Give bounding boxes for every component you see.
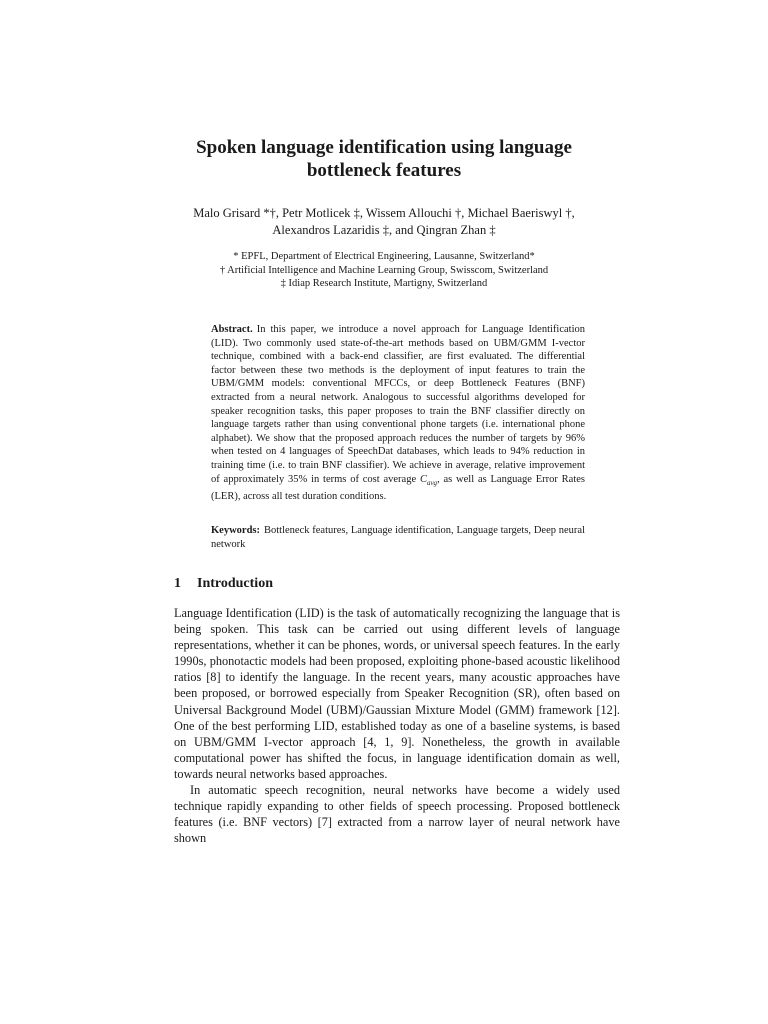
cavg-base: C [419,473,427,485]
section-heading-introduction [174,575,273,593]
abstract-text-end: , as well as Language Error Rates (LER), across all test duration conditions. [211,473,586,503]
abstract-label: Abstract. [211,324,253,335]
cavg-subscript: avg [426,478,438,487]
paper-title [150,136,618,182]
section-number: 1 [174,576,181,591]
paper-title-line-2: bottleneck features [306,160,462,181]
author-list [150,205,618,239]
paragraph-1: Language Identification (LID) is the task of automatically recognizing the language that is being spoken. This task can be carried out using different levels of language representations, whether it can be phones, words, or universal speech features. In the early 1990s, phonotactic models had been proposed, exploiting phone-based acoustic likelihood ratios [8] to identify the language. In the recent years, many acoustic approaches have been proposed, or borrowed especially from Speaker Recognition (SR), often based on Universal Background Model (UBM)/Gaussian Mixture Model (GMM) framework [12]. One of the best performing LID, established today as one of a baseline systems, is based on UBM/GMM I-vector approach [4, 1, 9]. Nonetheless, the growth in available computational power has shifted the focus, in language identification domain as well, towards neural networks based approaches. [174,606,620,781]
keywords [211,524,585,551]
paper-title-line-1: Spoken language identification using language [196,137,572,158]
section-title: Introduction [197,576,273,591]
abstract [211,323,585,504]
author-line-1: Malo Grisard *†, Petr Motlicek ‡, Wissem Allouchi †, Michael Baeriswyl †, [193,206,575,220]
affiliation-idiap: ‡ Idiap Research Institute, Martigny, Switzerland [280,278,488,289]
affiliation-list [150,250,618,291]
cavg-symbol [420,474,437,485]
introduction-body [174,605,620,846]
affiliation-swisscom: † Artificial Intelligence and Machine Learning Group, Swisscom, Switzerland [219,264,549,276]
paragraph-2: In automatic speech recognition, neural networks have become a widely used technique rapidly expanding to other fields of speech processing. Proposed bottleneck features (i.e. BNF vectors) [7] extracted from a narrow layer of neural network have shown [174,783,620,846]
author-line-2: Alexandros Lazaridis ‡, and Qingran Zhan ‡ [272,223,496,237]
abstract-text: In this paper, we introduce a novel approach for Language Identification (LID). Two commonly used state-of-the-art methods based on UBM/GMM I-vector technique, combined with a back-end classifier, are first evaluated. The differential factor between these two methods is the deployment of input features to train the UBM/GMM models: conventional MFCCs, or deep Bottleneck Features (BNF) extracted from a neural network. Analogous to successful algorithms developed for speaker recognition tasks, this paper proposes to train the BNF classifier directly on language targets rather than using conventional phone targets (i.e. international phone alphabet). We show that the proposed approach reduces the number of targets by 96% when tested on 4 languages of SpeechDat databases, which leads to 94% reduction in training time (i.e. to train BNF classifier). We achieve in average, relative improvement of approximately 35% in terms of cost average [211,324,585,485]
keywords-label: Keywords: [211,525,260,536]
affiliation-epfl: * EPFL, Department of Electrical Engineering, Lausanne, Switzerland* [233,251,535,262]
keywords-text: Bottleneck features, Language identification, Language targets, Deep neural network [211,525,585,550]
